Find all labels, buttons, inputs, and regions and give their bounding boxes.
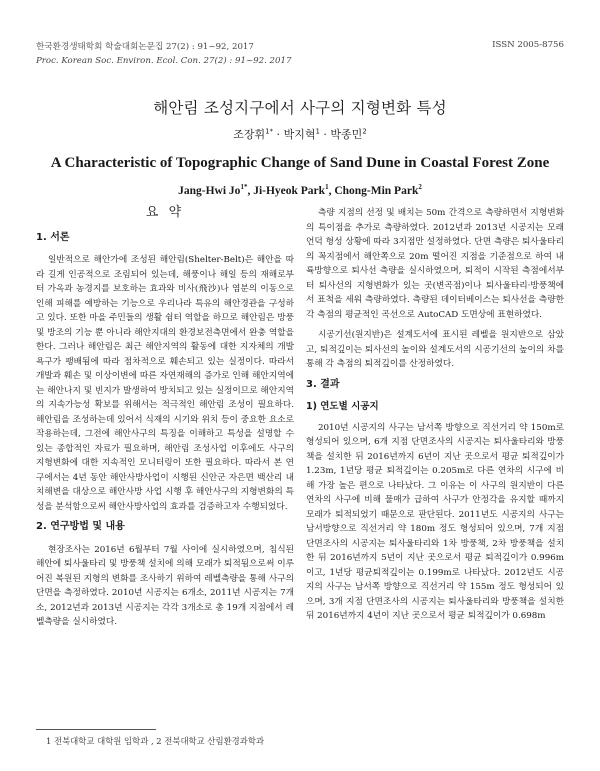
left-column bbox=[36, 206, 294, 636]
author-name: 조장휘 bbox=[233, 128, 266, 141]
author-name: 박종민 bbox=[330, 128, 363, 141]
author-separator: , bbox=[328, 185, 335, 197]
journal-citation-en: Proc. Korean Soc. Environ. Ecol. Con. 27(2) : 91~92. 2017 bbox=[36, 56, 292, 66]
author-affiliation-mark: 1* bbox=[240, 183, 248, 192]
author-name-en: Chong-Min Park bbox=[334, 185, 419, 197]
authors-korean bbox=[0, 126, 600, 142]
author-name: 박지혁 bbox=[283, 128, 316, 141]
author-affiliation-mark: 1 bbox=[325, 183, 329, 192]
author-name-en: Ji-Hyeok Park bbox=[253, 185, 326, 197]
methods-paragraph-3: 시공기선(원지반)은 설계도서에 표시된 레벨을 원지반으로 삼았고, 퇴적깊이는 퇴사선의 높이와 설계도서의 시공기선의 높이의 차를 통해 각 측점의 퇴적깊이를 산정하였다. bbox=[306, 330, 564, 369]
methods-heading: 2. 연구방법 및 내용 bbox=[36, 521, 125, 532]
issn: ISSN 2005-8756 bbox=[492, 40, 564, 50]
footnote-affiliations: 1 전북대학교 대학원 임학과 , 2 전북대학교 산림환경과학과 bbox=[46, 736, 265, 746]
results-paragraph: 2010년 시공지의 사구는 남서쪽 방향으로 직선거리 약 150m로 형성되어 있으며, 6개 지점 단면조사의 시공지는 퇴사울타리와 방풍책을 설치한 뒤 2016년까지 6년이 지난 곳으로서 평균 퇴적깊이가 1.23m, 1년당 평균 퇴적깊이는 0.205m로 다른 연차의 시구에 비해 가장 높은 편으로 나타났다. 그 이유는 이 사구의 원지반이 다른 연차의 사구에 비해 물매가 급하여 사구가 안정각을 유지할 때까지 모래가 퇴적되었기 때문으로 판단된다. 2011년도 시공지의 사구는 남서방향으로 직선거리 약 180m 정도 형성되어 있으며, 7개 지점 단면조사의 시공지는 퇴사울타리와 1차 방풍책, 2차 방풍책을 설치한 뒤 2016년까지 5년이 지난 곳으로서 평균 퇴적깊이가 0.996m이고, 1년당 평균퇴적깊이는 0.199m로 나타났다. 2012년도 시공지의 사구는 남서쪽 방향으로 직선거리 약 155m 정도 형성되어 있으며, 3개 지점 단면조사의 시공지는 퇴사울타리와 방풍책을 설치한 뒤 2016년까지 4년이 지난 곳으로서 평균 퇴적깊이가 0.698m bbox=[306, 422, 564, 621]
author-separator: · bbox=[319, 128, 331, 141]
right-column bbox=[306, 206, 564, 630]
title-korean: 해안림 조성지구에서 사구의 지형변화 특성 bbox=[153, 99, 447, 117]
author-affiliation-mark: 1 bbox=[315, 127, 320, 136]
author-affiliation-mark: 2 bbox=[362, 127, 367, 136]
intro-paragraph: 일반적으로 해안가에 조성된 해안림(Shelter-Belt)은 해안을 따라 길게 인공적으로 조림되어 있는데, 해풍이나 해일 등의 재해로부터 가옥과 농경지를 보호하는 효과와 비사(飛沙)나 염분의 이동으로 인해 피해를 예방하는 기능으로 우리나라 특유의 해안경관을 구성하고 있다. 또한 마을 주민들의 생활 쉼터 역할을 하므로 해안림은 방풍 및 방조의 기능 뿐 아니라 해안지대의 환경보전측면에서 완충 역할을 한다. 그러나 해안림은 최근 해안지역의 활동에 대한 지자체의 개발욕구가 팽배됨에 따라 점차적으로 훼손되고 있는 실정이다. 따라서 개발과 훼손 및 이상이변에 따른 자연재해의 증가로 인해 해안지역에는 해안나지 및 빈지가 발생하여 방치되고 있는 실정이므로 해안지역의 지속가능성 확보를 위해서는 적극적인 해안림 조성이 필요하다. 해안림을 조성하는데 있어서 식재의 시기와 위치 등이 중요한 요소로 작용하는데, 그전에 해안사구의 특징을 이해하고 특성을 설명할 수 있는 종합적인 자료가 필요하며, 해안림 조성사업 이후에도 사구의 지형변화에 대한 지속적인 모니터링이 또한 필요하다. 따라서 본 연구에서는 4년 동안 해안사방사업이 시행된 신안군 자은면 백산리 내치해변을 대상으로 해안사방 사업 시행 후 해안사구의 지형변화의 특성을 분석함으로써 해안사방사업의 효과를 검증하고자 수행되었다. bbox=[36, 255, 294, 512]
journal-citation bbox=[36, 40, 291, 68]
author-affiliation-mark: 2 bbox=[418, 183, 422, 192]
abstract-heading: 요 약 bbox=[145, 205, 185, 220]
methods-paragraph-2: 측량 지점의 선정 및 배치는 50m 간격으로 측량하면서 지형변화의 특이점을 추가로 측량하였다. 2012년과 2013년 시공지는 모래언덕 형성 상황에 따라 3지점만 설정하였다. 단면 측량은 퇴사울타리의 꼭지점에서 해안쪽으로 20m 떨어진 지점을 기준점으로 하여 내륙방향으로 퇴사선 측량을 실시하였으며, 퇴적이 시작된 측점에서부터 퇴사선의 지형변화가 있는 곳(변곡점)이나 퇴사울타리·방풍책에서 표척을 세워 측량하였다. 측량된 데이터베이스는 퇴사선을 측량한 각 측점의 평균적인 곡선으로 AutoCAD 도면상에 표현하였다. bbox=[306, 208, 564, 320]
authors-english bbox=[0, 185, 600, 197]
results-heading: 3. 결과 bbox=[306, 378, 340, 390]
intro-heading: 1. 서론 bbox=[36, 231, 70, 243]
author-separator: · bbox=[273, 128, 284, 141]
results-subheading: 1) 연도별 시공지 bbox=[306, 401, 379, 412]
author-name-en: Jang-Hwi Jo bbox=[178, 185, 241, 197]
title-english: A Characteristic of Topographic Change of Sand Dune in Coastal Forest Zone bbox=[50, 155, 550, 171]
footnote-divider bbox=[36, 729, 156, 730]
journal-citation-ko: 한국환경생태학회 학술대회논문집 27(2) : 91~92, 2017 bbox=[36, 42, 254, 52]
author-separator: , bbox=[247, 185, 254, 197]
author-affiliation-mark: 1* bbox=[265, 127, 274, 136]
methods-paragraph: 현장조사는 2016년 6월부터 7월 사이에 실시하였으며, 침식된 해안에 퇴사울타리 및 방풍책 설치에 의해 모래가 퇴적됨으로써 이루어진 복원된 지형의 변화를 조사하기 위하여 레벨측량을 통해 사구의 단면을 측정하였다. 2010년 시공지는 6개소, 2011년 시공지는 7개소, 2012년과 2013년 시공지는 각각 3개소로 총 19개 지점에서 레벨측량을 실시하였다. bbox=[36, 544, 294, 627]
